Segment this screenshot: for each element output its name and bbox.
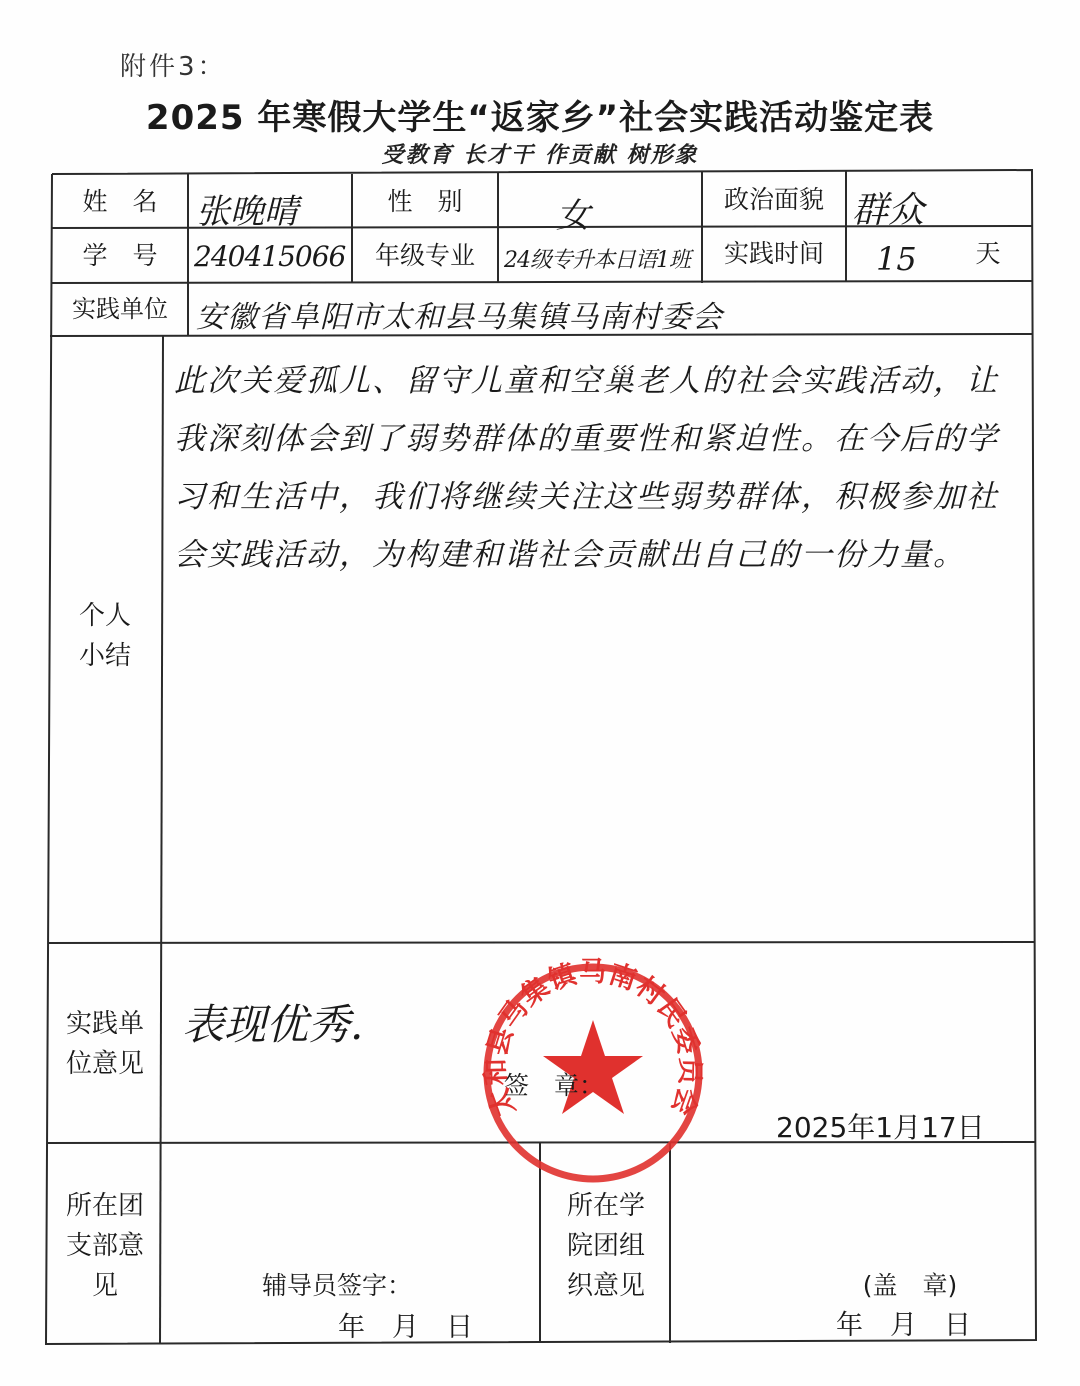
opinion-date: 2025年1月17日 bbox=[776, 1111, 985, 1144]
duration-value: 15 bbox=[876, 240, 917, 278]
gender-value: 女 bbox=[556, 196, 590, 236]
duration-label: 实践时间 bbox=[723, 238, 824, 268]
college-date: 年 月 日 bbox=[836, 1310, 971, 1342]
political-value: 群众 bbox=[852, 190, 925, 231]
grade-label: 年级专业 bbox=[374, 240, 475, 270]
personal-summary-text: 此次关爱孤儿、留守儿童和空巢老人的社会实践活动，让我深刻体会到了弱势群体的重要性和紧迫性。在今后的学习和生活中，我们将继续关注这些弱势群体，积极参加社会实践活动，为构建和谐社会贡献出自己的一份力量。 bbox=[174, 363, 999, 573]
personal-summary-label: 个人小结 bbox=[78, 601, 131, 671]
student-id-label: 学 号 bbox=[82, 240, 158, 270]
branch-opinion-label: 所在团支部意见 bbox=[65, 1191, 144, 1301]
name-value: 张晚晴 bbox=[196, 192, 298, 232]
form-title: 2025 年寒假大学生“返家乡”社会实践活动鉴定表 bbox=[145, 98, 935, 138]
seal-label: 签 章： bbox=[504, 1070, 605, 1100]
attachment-number: 附件3： bbox=[120, 52, 227, 82]
student-id-value: 240415066 bbox=[194, 240, 346, 273]
practice-unit-label: 实践单位 bbox=[72, 294, 168, 323]
political-label: 政治面貌 bbox=[723, 184, 824, 214]
grade-value: 24级专升本日语1班 bbox=[504, 248, 690, 273]
counselor-signature-label: 辅导员签字： bbox=[262, 1270, 413, 1300]
form-slogan: 受教育 长才干 作贡献 树形象 bbox=[381, 143, 699, 168]
college-opinion-label: 所在学院团组织意见 bbox=[566, 1191, 645, 1301]
duration-unit: 天 bbox=[975, 238, 1001, 268]
practice-unit-value: 安徽省阜阳市太和县马集镇马南村委会 bbox=[196, 300, 723, 335]
branch-date: 年 月 日 bbox=[338, 1312, 473, 1344]
unit-opinion-label: 实践单位意见 bbox=[65, 1009, 144, 1079]
college-seal-label: (盖 章) bbox=[862, 1270, 958, 1300]
name-label: 姓 名 bbox=[82, 186, 158, 216]
seal-text: 太和县马集镇马南村民委员会 bbox=[480, 957, 706, 1121]
unit-opinion-value: 表现优秀. bbox=[182, 1000, 364, 1049]
gender-label: 性 别 bbox=[387, 186, 463, 216]
